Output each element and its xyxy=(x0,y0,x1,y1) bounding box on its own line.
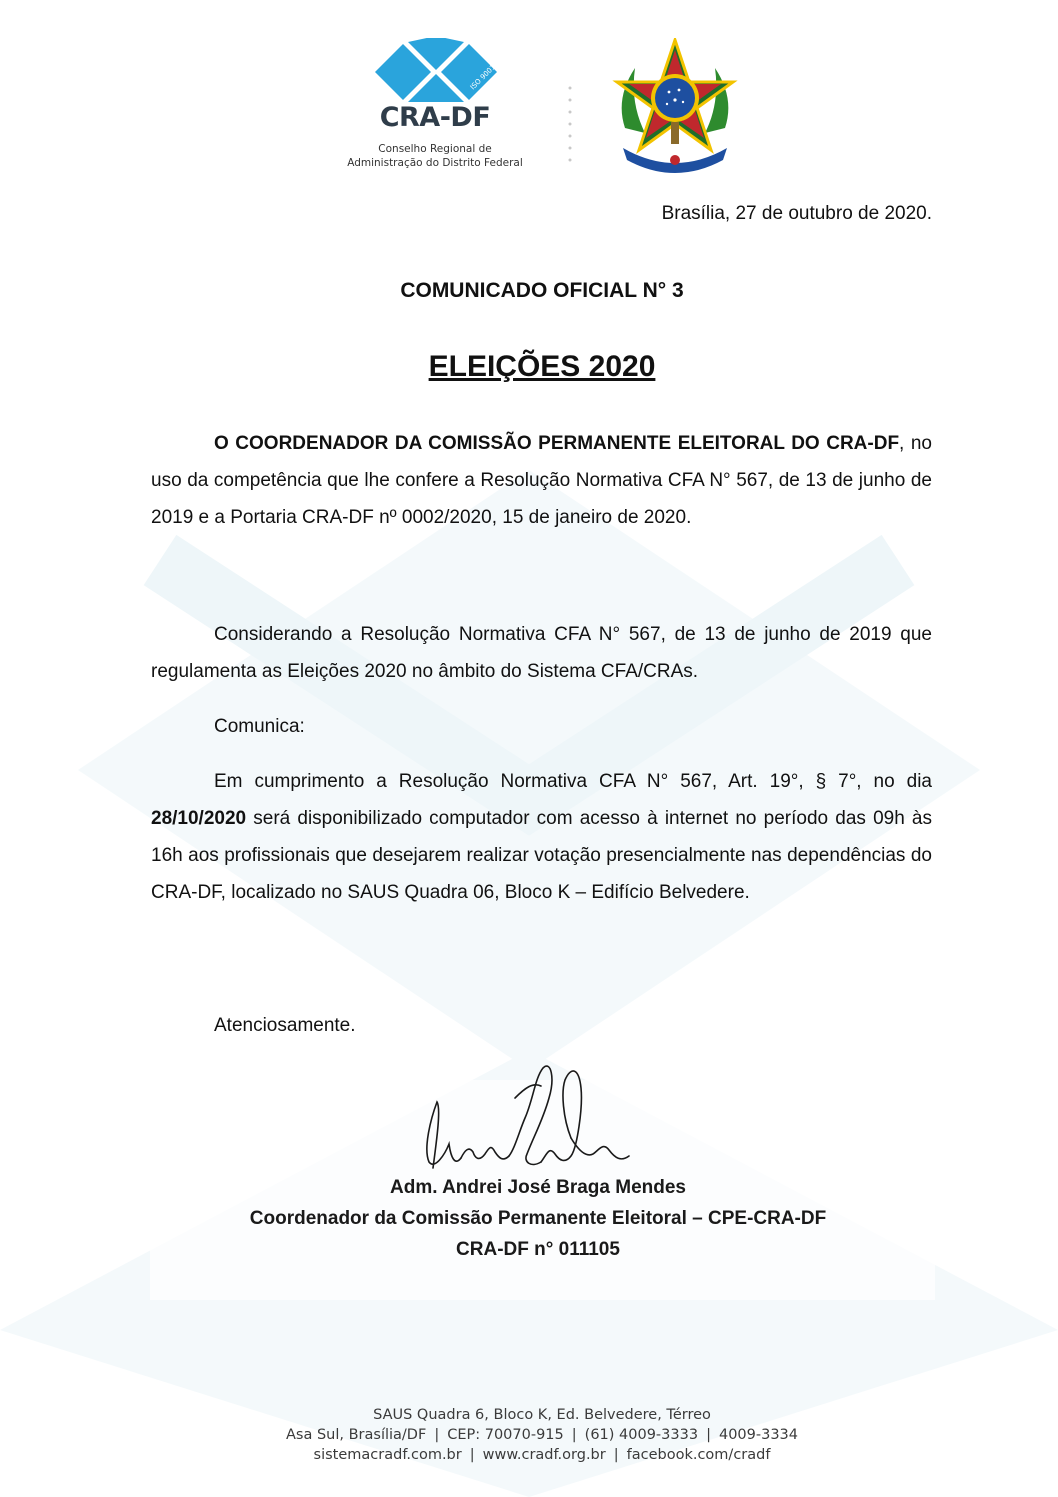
footer-facebook-url: facebook.com/cradf xyxy=(626,1447,771,1463)
footer-contact-line xyxy=(0,1425,1058,1445)
org-full-name xyxy=(340,142,530,170)
footer-separator: | xyxy=(571,1427,577,1443)
paragraph-1-bold-lead: O COORDENADOR DA COMISSÃO PERMANENTE ELEITORAL DO CRA-DF xyxy=(214,433,900,454)
footer-system-url: sistemacradf.com.br xyxy=(313,1447,462,1463)
paragraph-1-text: , no uso da competência que lhe confere a Resolução Normativa CFA N° 567, de 13 de junho de 2019 e a Portaria CRA-DF nº 0002/2020, 15 de janeiro de 2020. xyxy=(151,433,932,528)
handwritten-signature xyxy=(415,1058,645,1188)
signatory-block xyxy=(200,1172,876,1265)
national-coat-of-arms-icon xyxy=(605,38,745,178)
paragraph-3: Comunica: xyxy=(214,716,305,737)
footer-separator: | xyxy=(434,1427,440,1443)
signatory-registration: CRA-DF n° 011105 xyxy=(456,1239,620,1260)
footer-web-line xyxy=(0,1445,1058,1465)
footer-cep: CEP: 70070-915 xyxy=(447,1427,564,1443)
footer-city: Asa Sul, Brasília/DF xyxy=(285,1427,427,1443)
footer-separator: | xyxy=(706,1427,711,1443)
signatory-name: Adm. Andrei José Braga Mendes xyxy=(390,1177,686,1198)
headline: ELEIÇÕES 2020 xyxy=(428,350,656,383)
footer-separator: | xyxy=(613,1447,619,1463)
footer-phone-1: (61) 4009-3333 xyxy=(584,1427,699,1443)
iso-badge: ISO 9001 xyxy=(468,63,497,92)
letterhead xyxy=(0,30,1058,180)
cra-df-logo xyxy=(340,38,530,178)
communique-title: COMUNICADO OFICIAL N° 3 xyxy=(400,279,684,302)
paragraph-4-before: Em cumprimento a Resolução Normativa CFA N° 567, Art. 19°, § 7°, no dia xyxy=(214,771,932,792)
footer-phone-2: 4009-3334 xyxy=(718,1427,799,1443)
footer-address: SAUS Quadra 6, Bloco K, Ed. Belvedere, Térreo xyxy=(373,1407,711,1423)
header-divider xyxy=(568,84,572,164)
signatory-role: Coordenador da Comissão Permanente Eleitoral – CPE-CRA-DF xyxy=(249,1208,827,1229)
footer-website-url: www.cradf.org.br xyxy=(482,1447,606,1463)
footer-separator: | xyxy=(469,1447,475,1463)
paragraph-4-date: 28/10/2020 xyxy=(151,808,247,829)
paragraph-2: Considerando a Resolução Normativa CFA N° 567, de 13 de junho de 2019 que regulamenta as Eleições 2020 no âmbito do Sistema CFA/CRAs. xyxy=(151,624,932,682)
paragraph-4-after: será disponibilizado computador com acesso à internet no período das 09h às 16h aos profissionais que desejarem realizar votação presencialmente nas dependências do CRA-DF, localizado no SAUS Quadra 06, Bloco K – Edifício Belvedere. xyxy=(151,808,932,903)
paragraph-1 xyxy=(151,425,932,536)
org-name-line2: Administração do Distrito Federal xyxy=(347,157,523,169)
org-short-name: CRA-DF xyxy=(379,102,491,133)
footer xyxy=(0,1405,1058,1465)
closing: Atenciosamente. xyxy=(214,1015,356,1036)
cra-diamond-icon xyxy=(375,38,497,106)
org-name-line1: Conselho Regional de xyxy=(378,143,492,155)
paragraph-4 xyxy=(151,763,932,911)
document-date: Brasília, 27 de outubro de 2020. xyxy=(661,203,932,224)
